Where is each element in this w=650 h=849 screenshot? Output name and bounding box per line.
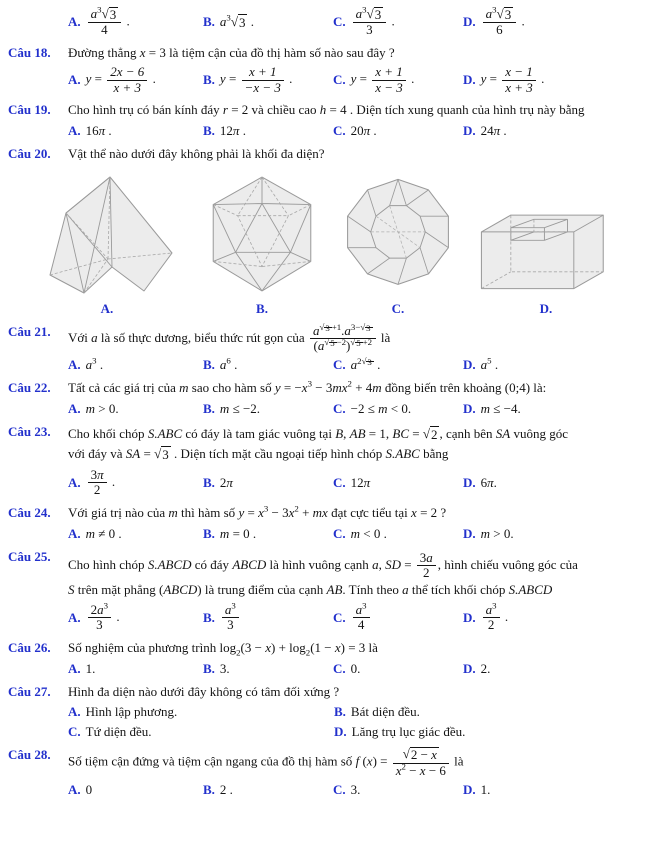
- figure-d-label: D.: [539, 300, 553, 316]
- option-b: B. 3.: [203, 660, 230, 676]
- question-number: Câu 22.: [8, 380, 51, 396]
- option-a: A. $a^3$ .: [68, 356, 104, 373]
- question-20: [8, 146, 644, 317]
- question-24: [8, 505, 644, 542]
- option-c: C. 3.: [333, 782, 361, 798]
- option-c: C. −2 ≤ m < 0.: [333, 401, 412, 417]
- question-text: Số nghiệm của phương trình $\log_2(3 - x) + \log_2(1 - x) = 3$ là: [68, 639, 378, 658]
- option-a: A. y = $\frac{2x - 6}{x + 3}$ .: [68, 64, 156, 95]
- option-b: B. 2 .: [203, 782, 233, 798]
- answer-options: [68, 65, 644, 95]
- option-a: A. $\frac{2a^3}{3}$ .: [68, 600, 120, 633]
- figure-b-polyhedron-drawing: [198, 171, 326, 297]
- answer-options: [68, 401, 644, 417]
- answer-options: [68, 357, 644, 373]
- figure-a-label: A.: [100, 300, 114, 316]
- question-text: Với a là số thực dương, biểu thức rút gọn của a $^{√ 3 +1}.a^{3- √ 3}$ (a $^{√ 5 -2}$) $^{√ 5 +2}$ là: [68, 321, 391, 354]
- figure-a: [32, 171, 182, 317]
- option-b: B. $\frac{a^3}{3}$: [203, 603, 333, 633]
- option-c: C. 12π: [333, 474, 371, 490]
- option-b: B. $a^3$ √ 3 .: [203, 12, 254, 30]
- option-c: C. Tứ diện đều.: [68, 724, 152, 740]
- figure-b: [198, 171, 326, 317]
- question-number: Câu 21.: [8, 323, 51, 339]
- figure-b-label: B.: [256, 300, 268, 316]
- figure-c-label: C.: [391, 300, 405, 316]
- option-a: A. Hình lập phương.: [68, 704, 178, 720]
- question-number: Câu 23.: [8, 424, 51, 440]
- option-d: D. 1.: [463, 782, 491, 798]
- question-number: Câu 20.: [8, 145, 51, 161]
- option-d: D. m > 0.: [463, 525, 514, 541]
- question-number: Câu 25.: [8, 548, 51, 564]
- option-d: D. y = $\frac{x - 1}{x + 3}$ .: [463, 64, 545, 95]
- question-number: Câu 18.: [8, 44, 51, 60]
- figure-row: [32, 171, 644, 317]
- option-c: C. $a^3$ √ 3 3 .: [333, 4, 395, 38]
- option-c: C. y = $\frac{x + 1}{x - 3}$ .: [333, 64, 415, 95]
- question-23: [8, 424, 644, 497]
- option-d: D. m ≤ −4.: [463, 401, 521, 417]
- option-d: D. $a^5$ .: [463, 356, 499, 373]
- figure-c-polyhedron-drawing: [342, 171, 454, 297]
- question-text: Cho khối chóp S.ABC có đáy là tam giác vuông tại B, AB = 1, BC = √ 2 , cạnh bên SA vuông góc với đáy và SA = √ 3 . Diện tích mặt cầu ngoại tiếp hình chóp S.ABC bằng: [68, 426, 569, 463]
- option-d: D. $\frac{a^3}{2}$ .: [463, 600, 509, 633]
- option-d: D. 6π.: [463, 474, 497, 490]
- answer-options-row-2: [68, 724, 644, 740]
- question-19: [8, 102, 644, 139]
- option-a: A. $a^3$ √ 3 4 .: [68, 4, 130, 38]
- question-number: Câu 26.: [8, 639, 51, 655]
- question-21: [8, 321, 644, 374]
- figure-a-polyhedron-drawing: [32, 171, 182, 297]
- option-b: B. 12π .: [203, 122, 246, 138]
- question-text: Đường thẳng x = 3 là tiệm cận của đồ thị hàm số nào sau đây ?: [68, 44, 395, 60]
- option-a: A. $\frac{3\pi}{2}$ .: [68, 467, 116, 498]
- option-a: A. m ≠ 0 .: [68, 525, 122, 541]
- option-b: B. y = $\frac{x + 1}{-x - 3}$ .: [203, 64, 293, 95]
- answer-options-row-1: [68, 704, 644, 720]
- answer-options: [68, 468, 644, 498]
- question-text: Cho hình trụ có bán kính đáy r = 2 và chiều cao h = 4 . Diện tích xung quanh của hình trụ này bằng: [68, 102, 585, 118]
- question-number: Câu 24.: [8, 504, 51, 520]
- option-a: A. 0: [68, 782, 93, 798]
- question-28: [8, 747, 644, 798]
- option-d: D. 24π .: [463, 122, 507, 138]
- option-a: A. 1.: [68, 660, 96, 676]
- option-c: C. $\frac{a^3}{4}$: [333, 603, 463, 633]
- option-b: B. m = 0 .: [203, 525, 257, 541]
- question-17-options: [8, 4, 644, 38]
- option-c: C. 0.: [333, 660, 361, 676]
- question-number: Câu 19.: [8, 102, 51, 118]
- question-number: Câu 28.: [8, 747, 51, 763]
- question-text: Vật thể nào dưới đây không phải là khối đa diện?: [68, 145, 325, 161]
- answer-options: [68, 782, 644, 798]
- option-a: A. 16π .: [68, 122, 112, 138]
- option-c: C. $a^{2 √ 3}$ .: [333, 356, 381, 373]
- question-text: Cho hình chóp S.ABCD có đáy ABCD là hình vuông cạnh a, SD = $\frac{3a}{2}$ , hình chiếu vuông góc của S trên mặt phẳng (ABCD) là trung điểm của cạnh AB. Tính theo a thể tích khối chóp S.ABCD: [68, 549, 578, 598]
- answer-options: [68, 4, 644, 38]
- figure-c: [342, 171, 454, 317]
- option-b: B. $a^6$ .: [203, 356, 238, 373]
- option-c: C. m < 0 .: [333, 525, 387, 541]
- option-a: A. m > 0.: [68, 401, 119, 417]
- question-18: [8, 45, 644, 95]
- figure-d: [470, 171, 622, 317]
- question-text: Số tiệm cận đứng và tiệm cận ngang của đồ thị hàm số f (x) = √ 2 − x $x^2 - x - 6$ là: [68, 746, 464, 778]
- question-25: [8, 549, 644, 633]
- question-22: [8, 380, 644, 417]
- option-d: D. $a^3$ √ 3 6 .: [463, 4, 525, 38]
- question-text: Tất cả các giá trị của m sao cho hàm số $y = -x^3 - 3mx^2 + 4m$ đồng biến trên khoảng (0;4) là:: [68, 379, 547, 396]
- answer-options: [68, 661, 644, 677]
- question-27: [8, 684, 644, 741]
- option-b: B. Bát diện đều.: [334, 704, 420, 720]
- answer-options: [68, 600, 644, 633]
- answer-options: [68, 526, 644, 542]
- option-b: B. m ≤ −2.: [203, 401, 261, 417]
- question-text: Với giá trị nào của m thì hàm số $y = x^3 - 3x^2$ + mx đạt cực tiểu tại x = 2 ?: [68, 503, 447, 520]
- question-26: [8, 640, 644, 677]
- option-d: D. 2.: [463, 660, 491, 676]
- option-b: B. 2π: [203, 474, 233, 490]
- option-d: D. Lăng trụ lục giác đều.: [334, 724, 466, 740]
- answer-options: [68, 123, 644, 139]
- figure-d-polyhedron-drawing: [470, 171, 622, 297]
- question-text: Hình đa diện nào dưới đây không có tâm đối xứng ?: [68, 683, 340, 699]
- question-number: Câu 27.: [8, 683, 51, 699]
- option-c: C. 20π .: [333, 122, 377, 138]
